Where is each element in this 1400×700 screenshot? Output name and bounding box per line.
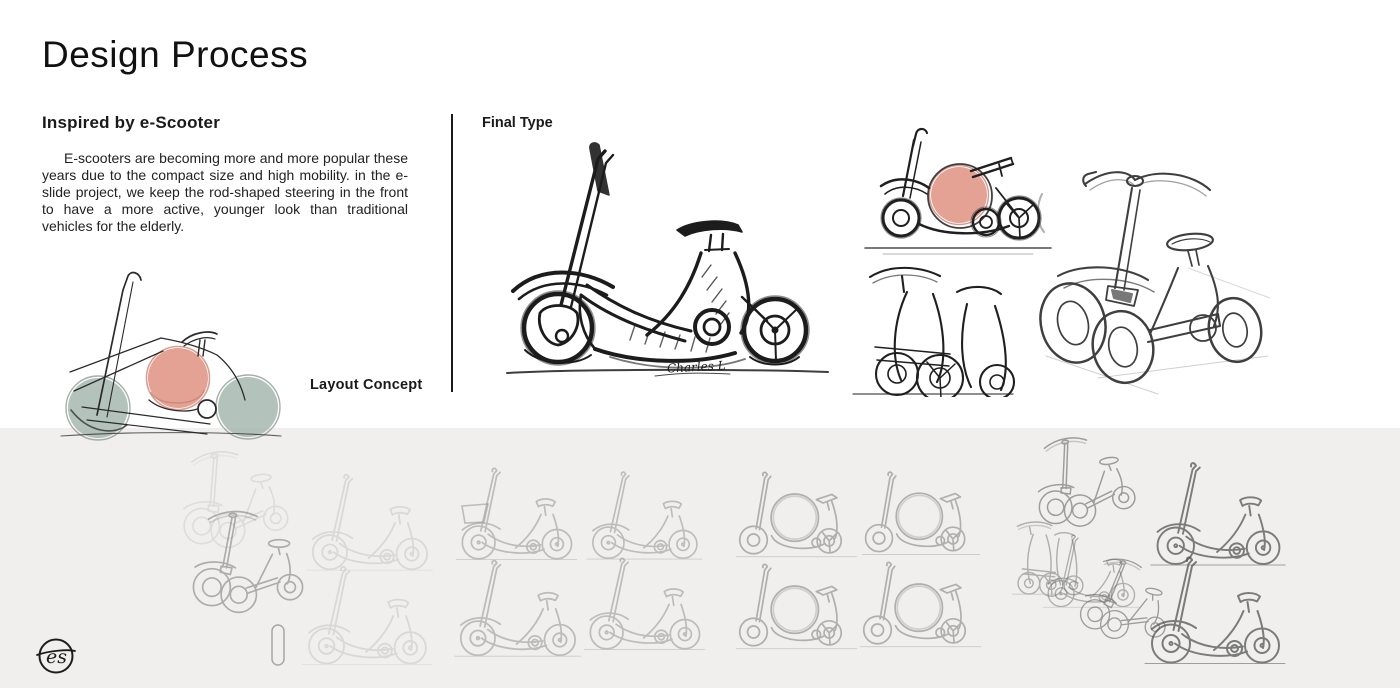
- es-logo-text: es: [46, 646, 67, 668]
- grip-detail-sketch: [272, 625, 284, 665]
- vertical-divider: [451, 114, 453, 392]
- battery-position-sketch: [853, 126, 1063, 271]
- ideation-sketches: [0, 428, 1400, 688]
- designer-signature: Charles L: [666, 358, 726, 376]
- final-type-main-sketch: [495, 135, 840, 395]
- layout-concept-sketch: [53, 260, 303, 448]
- page-title: Design Process: [42, 34, 309, 75]
- intro-heading: Inspired by e-Scooter: [42, 113, 221, 132]
- es-logo: [34, 634, 78, 678]
- battery-highlight: [147, 347, 210, 410]
- folded-scooter-sketch: [845, 252, 1017, 397]
- intro-paragraph: E-scooters are becoming more and more popular these years due to the compact size and high mobility. in the e-slide project, we keep the rod-shaped steering in the front to have a more active, younger look than traditional vehicles for the elderly.: [42, 150, 408, 234]
- perspective-sketch: [1038, 148, 1366, 404]
- final-type-heading: Final Type: [482, 115, 553, 131]
- layout-concept-caption: Layout Concept: [310, 377, 423, 393]
